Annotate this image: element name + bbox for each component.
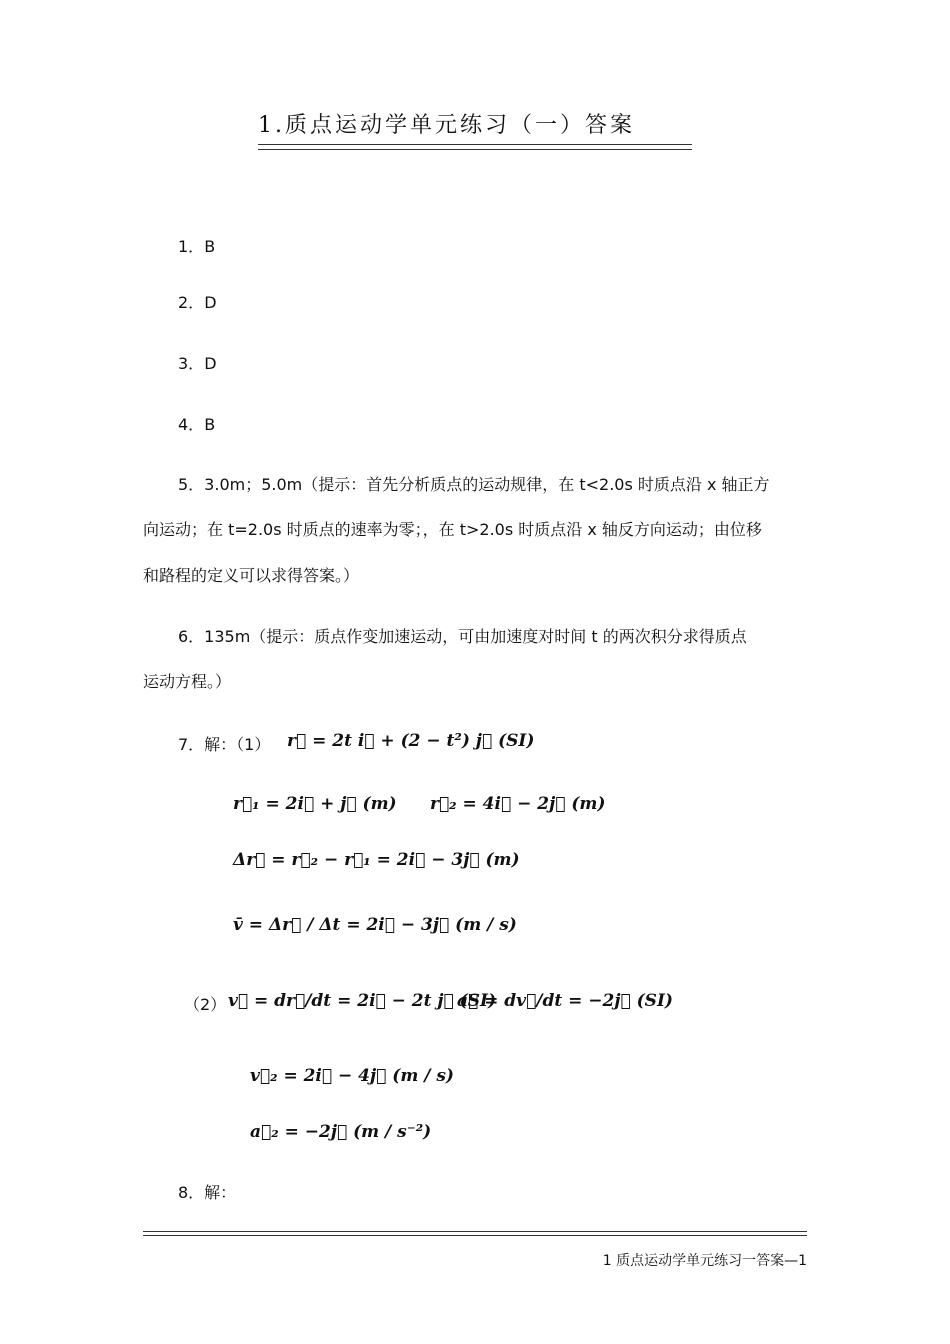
equation-r1: r⃗₁ = 2i⃗ + j⃗ (m) [233,794,397,814]
equation-average-velocity: v̄ = Δr⃗ / Δt = 2i⃗ − 3j⃗ (m / s) [233,915,517,935]
answer-2-text: D [204,293,217,312]
equation-velocity: v⃗ = dr⃗/dt = 2i⃗ − 2t j⃗ (SI) [228,991,496,1011]
answer-2 [178,290,217,313]
answer-5-line3: 和路程的定义可以求得答案。） [143,566,360,585]
equation-r2: r⃗₂ = 4i⃗ − 2j⃗ (m) [430,794,606,814]
answer-4-number: 4． [178,415,205,434]
answer-3-number: 3． [178,354,205,373]
answer-6-line1: 6．135m（提示：质点作变加速运动，可由加速度对时间 t 的两次积分求得质点 [178,627,747,646]
answer-1 [178,234,215,257]
answer-5-line1: 5．3.0m；5.0m（提示：首先分析质点的运动规律，在 t<2.0s 时质点沿 x 轴正方 [178,475,770,494]
answer-2-number: 2． [178,293,205,312]
page-footer: 1 质点运动学单元练习一答案—1 [602,1253,807,1269]
answer-1-number: 1． [178,237,205,256]
answer-3-text: D [204,354,217,373]
answer-8-label: 8．解： [178,1183,237,1202]
equation-displacement: Δr⃗ = r⃗₂ − r⃗₁ = 2i⃗ − 3j⃗ (m) [233,850,520,870]
answer-7-label: 7．解：（1） [178,735,271,754]
answer-3 [178,351,217,374]
answer-1-text: B [204,237,216,256]
equation-acceleration: a⃗ = dv⃗/dt = −2j⃗ (SI) [457,991,673,1011]
equation-position: r⃗ = 2t i⃗ + (2 − t²) j⃗ (SI) [287,731,535,751]
answer-6-line2: 运动方程。） [143,672,232,691]
answer-7-part2-label: （2） [184,995,227,1014]
answer-5-line2: 向运动；在 t=2.0s 时质点的速率为零；，在 t>2.0s 时质点沿 x 轴反方向运动；由位移 [143,520,762,539]
footer-rule [143,1231,807,1236]
page-title: 1.质点运动学单元练习（一）答案 [258,113,635,138]
title-underline [258,144,692,150]
equation-v2: v⃗₂ = 2i⃗ − 4j⃗ (m / s) [250,1066,454,1086]
equation-a2: a⃗₂ = −2j⃗ (m / s⁻²) [250,1122,432,1142]
answer-4 [178,412,215,435]
answer-4-text: B [204,415,216,434]
